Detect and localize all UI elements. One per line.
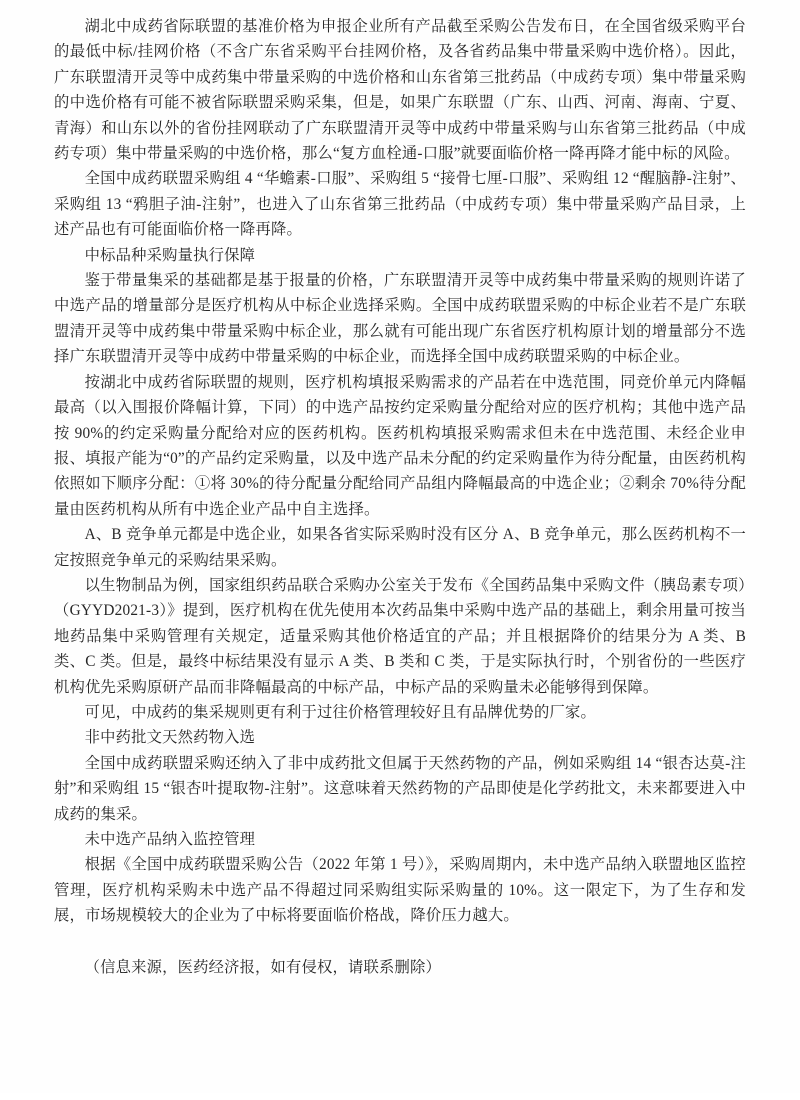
paragraph: 全国中成药联盟采购还纳入了非中成药批文但属于天然药物的产品，例如采购组 14 “银杏达莫-注射”和采购组 15 “银杏叶提取物-注射”。这意味着天然药物的产品即使是化学药批文，未来都要进入中成药的集采。	[54, 754, 746, 823]
document-body	[54, 14, 746, 1100]
page-blank-area	[54, 980, 746, 1100]
paragraph: 全国中成药联盟采购组 4 “华蟾素-口服”、采购组 5 “接骨七厘-口服”、采购组 12 “醒脑静-注射”、采购组 13 “鸦胆子油-注射”，也进入了山东省第三批药品（中成药专项）集中带量采购产品目录，上述产品也有可能面临价格一降再降。	[54, 170, 746, 239]
section-heading: 非中药批文天然药物入选	[84, 729, 256, 747]
paragraph: 湖北中成药省际联盟的基准价格为申报企业所有产品截至采购公告发布日，在全国省级采购平台的最低中标/挂网价格（不含广东省采购平台挂网价格，及各省药品集中带量采购中选价格）。因此，广东联盟清开灵等中成药集中带量采购的中选价格和山东省第三批药品（中成药专项）集中带量采购的中选价格有可能不被省际联盟采购采集，但是，如果广东联盟（广东、山西、河南、海南、宁夏、青海）和山东以外的省份挂网联动了广东联盟清开灵等中成药中带量采购与山东省第三批药品（中成药专项）集中带量采购的中选价格，那么“复方血栓通-口服”就要面临价格一降再降才能中标的风险。	[54, 18, 746, 163]
paragraph: 以生物制品为例，国家组织药品联合采购办公室关于发布《全国药品集中采购文件（胰岛素专项）（GYYD2021-3）》提到，医疗机构在优先使用本次药品集中采购中选产品的基础上，剩余用量可按当地药品集中采购管理有关规定，适量采购其他价格适宜的产品；并且根据降价的结果分为 A 类、B 类、C 类。但是，最终中标结果没有显示 A 类、B 类和 C 类，于是实际执行时，个别省份的一些医疗机构优先采购原研产品而非降幅最高的中标产品，中标产品的采购量未必能够得到保障。	[54, 576, 746, 696]
section-heading: 中标品种采购量执行保障	[84, 246, 256, 264]
paragraph: 可见，中成药的集采规则更有利于过往价格管理较好且有品牌优势的厂家。	[84, 703, 596, 721]
paragraph: A、B 竞争单元都是中选企业，如果各省实际采购时没有区分 A、B 竞争单元，那么医药机构不一定按照竞争单元的采购结果采购。	[54, 526, 746, 569]
paragraph: 根据《全国中成药联盟采购公告（2022 年第 1 号）》，采购周期内，未中选产品纳入联盟地区监控管理，医疗机构采购未中选产品不得超过同采购组实际采购量的 10%。这一限定下，为了生存和发展，市场规模较大的企业为了中标将要面临价格战，降价压力越大。	[54, 856, 746, 925]
section-heading: 未中选产品纳入监控管理	[84, 831, 256, 848]
paragraph: 鉴于带量集采的基础都是基于报量的价格，广东联盟清开灵等中成药集中带量采购的规则许诺了中选产品的增量部分是医疗机构从中标企业选择采购。全国中成药联盟采购的中标企业若不是广东联盟清开灵等中成药集中带量采购中标企业，那么就有可能出现广东省医疗机构原计划的增量部分不选择广东联盟清开灵等中成药中带量采购的中标企业，而选择全国中成药联盟采购的中标企业。	[54, 272, 746, 366]
source-note: （信息来源，医药经济报，如有侵权，请联系删除）	[84, 958, 442, 976]
paragraph: 按湖北中成药省际联盟的规则，医疗机构填报采购需求的产品若在中选范围，同竞价单元内降幅最高（以入围报价降幅计算，下同）的中选产品按约定采购量分配给对应的医疗机构；其他中选产品按 90%的约定采购量分配给对应的医药机构。医药机构填报采购需求但未在中选范围、未经企业申报、填报产能为“0”的产品约定采购量，以及中选产品未分配的约定采购量作为待分配量，由医药机构依照如下顺序分配：①将 30%的待分配量分配给同产品组内降幅最高的中选企业；②剩余 70%待分配量由医药机构从所有中选企业产品中自主选择。	[54, 373, 746, 518]
